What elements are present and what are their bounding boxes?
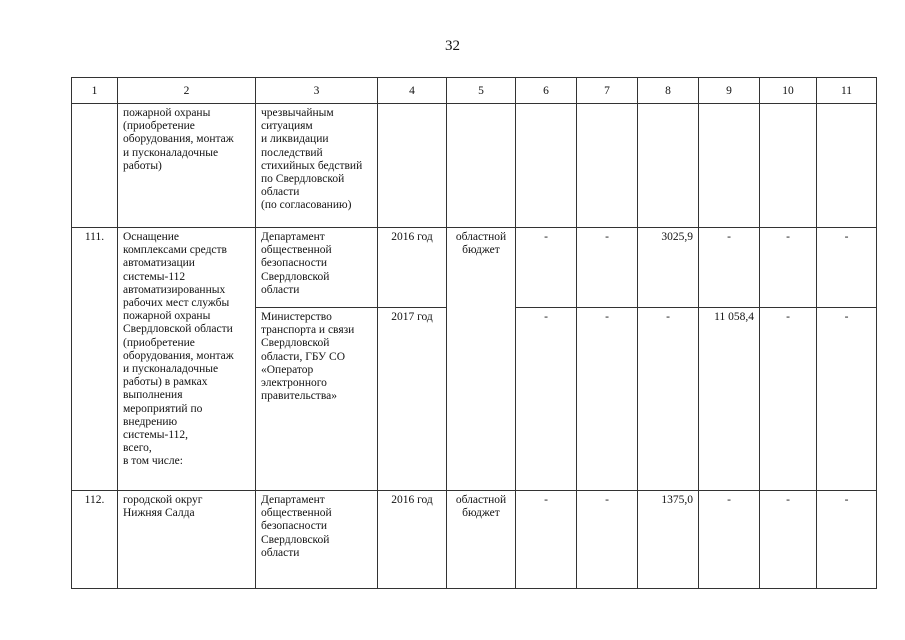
row-111-name: Оснащение комплексами средств автоматизации системы-112 автоматизированных рабочих мест службы пожарной охраны Свердловской области (приобретение оборудования, монтаж и пусконаладочные работы) в рамках выполнения мероприятий по внедрению системы-112, всего, в том числе:	[118, 228, 256, 491]
table-row-continuation	[72, 104, 877, 228]
row-112-col10: -	[760, 491, 817, 589]
cont-col11	[817, 104, 877, 228]
header-cell-11: 11	[817, 78, 877, 104]
cont-executor: чрезвычайным ситуациям и ликвидации последствий стихийных бедствий по Свердловской области (по согласованию)	[256, 104, 378, 228]
row-111-b-executor: Министерство транспорта и связи Свердловской области, ГБУ СО «Оператор электронного правительства»	[256, 308, 378, 491]
row-111-a-col9: -	[699, 228, 760, 308]
table-header-row	[72, 78, 877, 104]
row-111-a-col7: -	[577, 228, 638, 308]
row-112-executor: Департамент общественной безопасности Свердловской области	[256, 491, 378, 589]
row-112-source: областной бюджет	[447, 491, 516, 589]
header-cell-7: 7	[577, 78, 638, 104]
row-111-source: областной бюджет	[447, 228, 516, 491]
row-112-col8: 1375,0	[638, 491, 699, 589]
cont-col5	[447, 104, 516, 228]
header-cell-9: 9	[699, 78, 760, 104]
row-112-year: 2016 год	[378, 491, 447, 589]
header-cell-4: 4	[378, 78, 447, 104]
header-cell-8: 8	[638, 78, 699, 104]
cont-col7	[577, 104, 638, 228]
header-cell-3: 3	[256, 78, 378, 104]
row-111-a-col11: -	[817, 228, 877, 308]
row-112-col7: -	[577, 491, 638, 589]
row-111-a-executor: Департамент общественной безопасности Свердловской области	[256, 228, 378, 308]
header-cell-6: 6	[516, 78, 577, 104]
budget-table	[71, 77, 877, 589]
row-112-number: 112.	[72, 491, 118, 589]
header-cell-5: 5	[447, 78, 516, 104]
row-111-b-col10: -	[760, 308, 817, 491]
cont-col10	[760, 104, 817, 228]
row-111-b-col11: -	[817, 308, 877, 491]
row-112-col11: -	[817, 491, 877, 589]
header-cell-2: 2	[118, 78, 256, 104]
row-111-b-col7: -	[577, 308, 638, 491]
row-111-a-year: 2016 год	[378, 228, 447, 308]
cont-col8	[638, 104, 699, 228]
cont-col4	[378, 104, 447, 228]
cont-num	[72, 104, 118, 228]
row-111-b-col8: -	[638, 308, 699, 491]
header-cell-10: 10	[760, 78, 817, 104]
cont-name: пожарной охраны (приобретение оборудования, монтаж и пусконаладочные работы)	[118, 104, 256, 228]
row-112-name: городской округ Нижняя Салда	[118, 491, 256, 589]
row-111-a-col6: -	[516, 228, 577, 308]
row-112-col6: -	[516, 491, 577, 589]
row-111-b-year: 2017 год	[378, 308, 447, 491]
row-111-a-col8: 3025,9	[638, 228, 699, 308]
table-row-112	[72, 491, 877, 589]
table-row-111-a	[72, 228, 877, 308]
cont-col6	[516, 104, 577, 228]
row-111-b-col6: -	[516, 308, 577, 491]
page-number: 32	[445, 38, 460, 54]
cont-col9	[699, 104, 760, 228]
row-111-b-col9: 11 058,4	[699, 308, 760, 491]
row-111-number: 111.	[72, 228, 118, 491]
header-cell-1: 1	[72, 78, 118, 104]
row-111-a-col10: -	[760, 228, 817, 308]
row-112-col9: -	[699, 491, 760, 589]
